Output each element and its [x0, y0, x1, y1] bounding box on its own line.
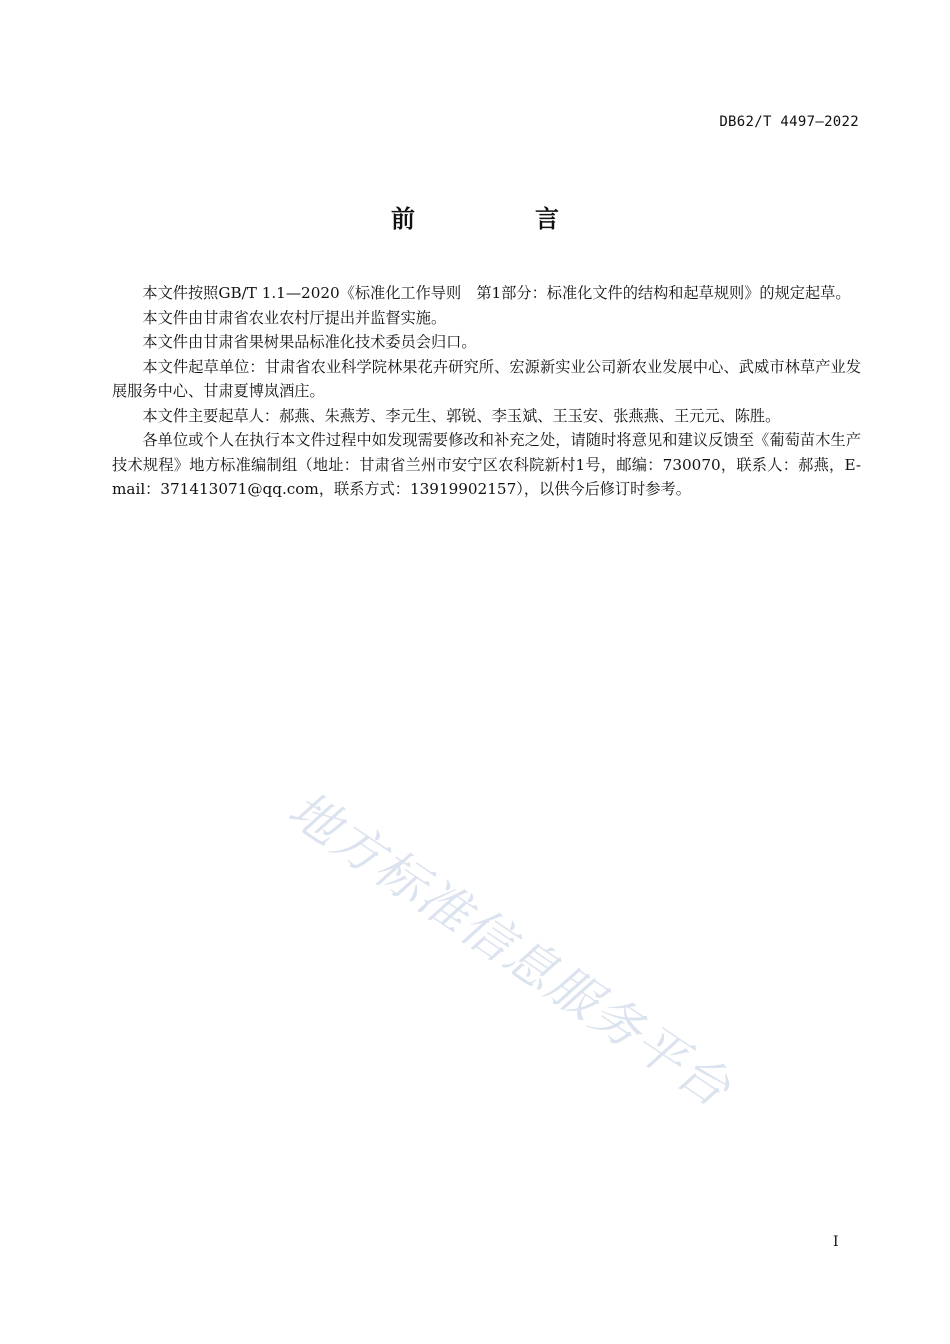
watermark: 地方标准信息服务平台 [277, 779, 742, 1119]
paragraph-drafting-units: 本文件起草单位：甘肃省农业科学院林果花卉研究所、宏源新实业公司新农业发展中心、武威市林草产业发展服务中心、甘肃夏博岚酒庄。 [112, 357, 861, 400]
standard-number: DB62/T 4497—2022 [719, 114, 859, 130]
page-number: I [833, 1234, 839, 1250]
paragraph-main-drafters: 本文件主要起草人：郝燕、朱燕芳、李元生、郭锐、李玉斌、王玉安、张燕燕、王元元、陈胜。 [142, 406, 781, 425]
paragraph-feedback-contact: 各单位或个人在执行本文件过程中如发现需要修改和补充之处，请随时将意见和建议反馈至《葡萄苗木生产技术规程》地方标准编制组（地址：甘肃省兰州市安宁区农科院新村1号，邮编：730070，联系人：郝燕，E-mail：371413071@qq.com，联系方式：13919902157），以供今后修订时参考。 [112, 431, 861, 498]
paragraph-proposer: 本文件由甘肃省农业农村厅提出并监督实施。 [142, 308, 447, 327]
preface-body [112, 281, 861, 502]
page-title: 前 言 [391, 205, 607, 233]
paragraph-drafting-rules: 本文件按照GB/T 1.1—2020《标准化工作导则 第1部分：标准化文件的结构和起草规则》的规定起草。 [142, 284, 851, 302]
paragraph-technical-committee: 本文件由甘肃省果树果品标准化技术委员会归口。 [142, 333, 477, 351]
